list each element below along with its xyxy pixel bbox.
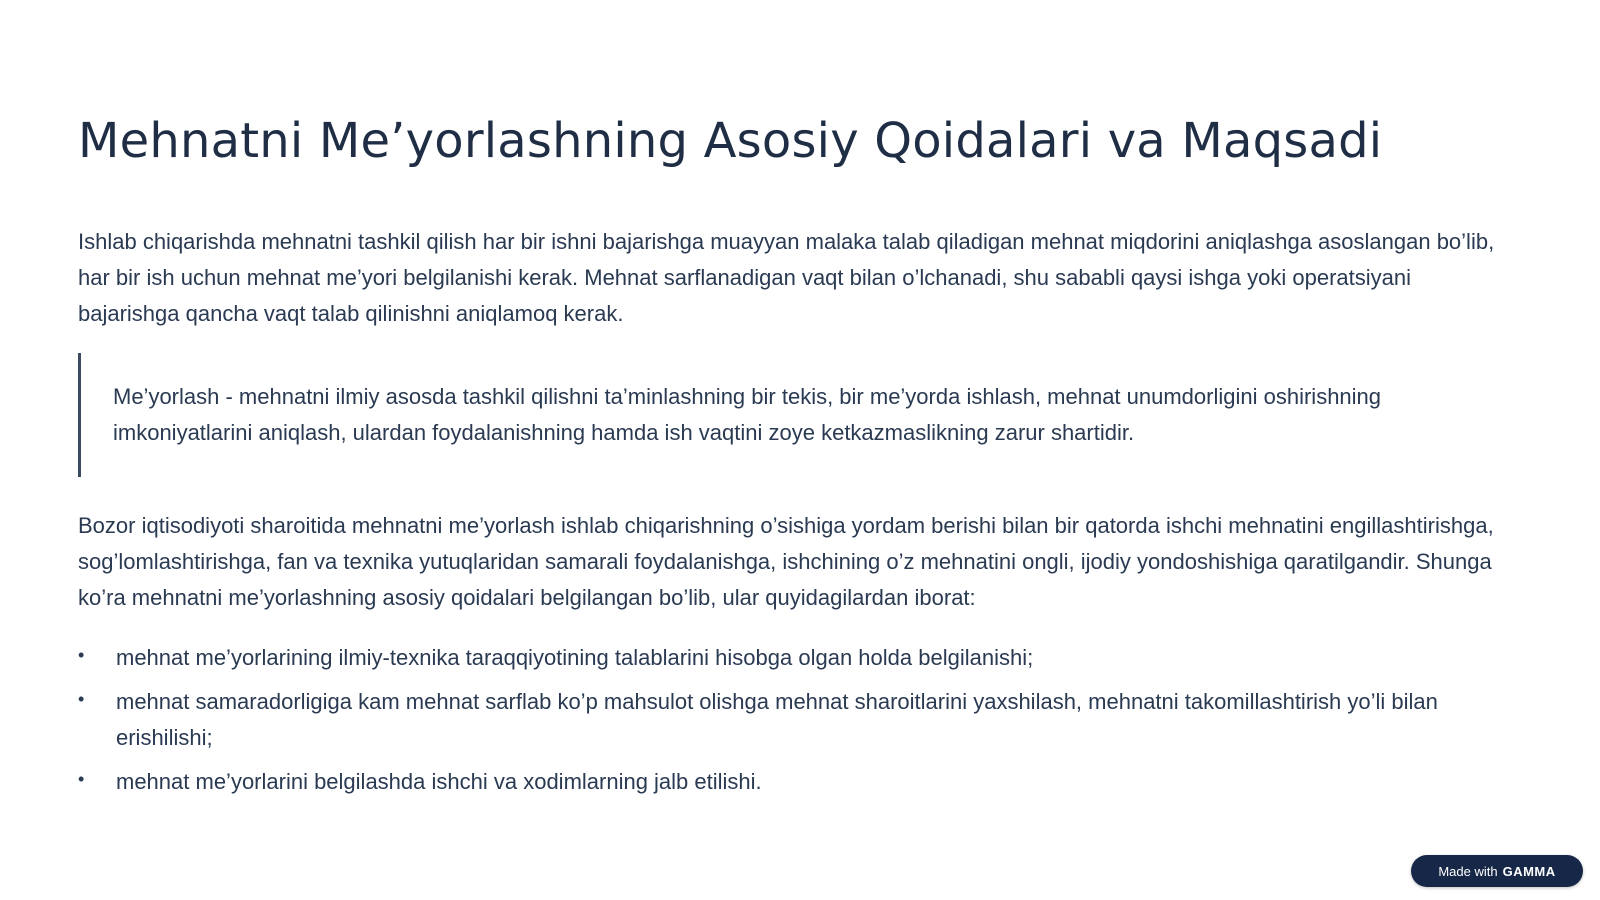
gamma-logo: GAMMA <box>1502 863 1556 879</box>
bullet-icon: • <box>78 769 85 789</box>
blockquote-text: Me’yorlash - mehnatni ilmiy asosda tashkil qilishni ta’minlashning bir tekis, bir me’yorda ishlash, mehnat unumdorligini oshirishning imkoniyatlarini aniqlash, ulardan foydalanishning hamda ish vaqtini zoye ketkazmaslikning zarur shartidir. <box>113 384 1382 445</box>
list-item-text: mehnat samaradorligiga kam mehnat sarflab ko’p mahsulot olishga mehnat sharoitlarini yaxshilash, mehnatni takomillashtirish yo’li bilan erishilishi; <box>116 689 1438 750</box>
principles-list <box>78 640 1518 808</box>
list-item <box>78 640 1518 676</box>
principles-paragraph: Bozor iqtisodiyoti sharoitida mehnatni me’yorlash ishlab chiqarishning o’sishiga yordam berishi bilan bir qatorda ishchi mehnatini engillashtirishga, sog’lomlashtirishga, fan va texnika yutuqlaridan samarali foydalanishga, ishchining o’z mehnatini ongli, ijodiy yondoshishiga qaratilgandir. Shunga ko’ra mehnatni me’yorlashning asosiy qoidalari belgilangan bo’lib, ular quyidagilardan iborat: <box>78 513 1494 610</box>
list-item <box>78 684 1518 756</box>
slide-title: Mehnatni Me’yorlashning Asosiy Qoidalari va Maqsadi <box>78 113 1383 169</box>
list-item <box>78 764 1518 800</box>
definition-blockquote <box>78 353 1518 477</box>
list-item-text: mehnat me’yorlarining ilmiy-texnika taraqqiyotining talablarini hisobga olgan holda belgilanishi; <box>116 645 1034 670</box>
made-with-gamma-badge[interactable] <box>1411 855 1583 887</box>
bullet-icon: • <box>78 645 85 665</box>
badge-prefix: Made with <box>1438 863 1498 879</box>
list-item-text: mehnat me’yorlarini belgilashda ishchi va xodimlarning jalb etilishi. <box>116 769 762 794</box>
bullet-icon: • <box>78 689 85 709</box>
intro-paragraph: Ishlab chiqarishda mehnatni tashkil qilish har bir ishni bajarishga muayyan malaka talab qiladigan mehnat miqdorini aniqlashga asoslangan bo’lib, har bir ish uchun mehnat me’yori belgilanishi kerak. Mehnat sarflanadigan vaqt bilan o’lchanadi, shu sababli qaysi ishga yoki operatsiyani bajarishga qancha vaqt talab qilinishni aniqlamoq kerak. <box>78 229 1495 326</box>
